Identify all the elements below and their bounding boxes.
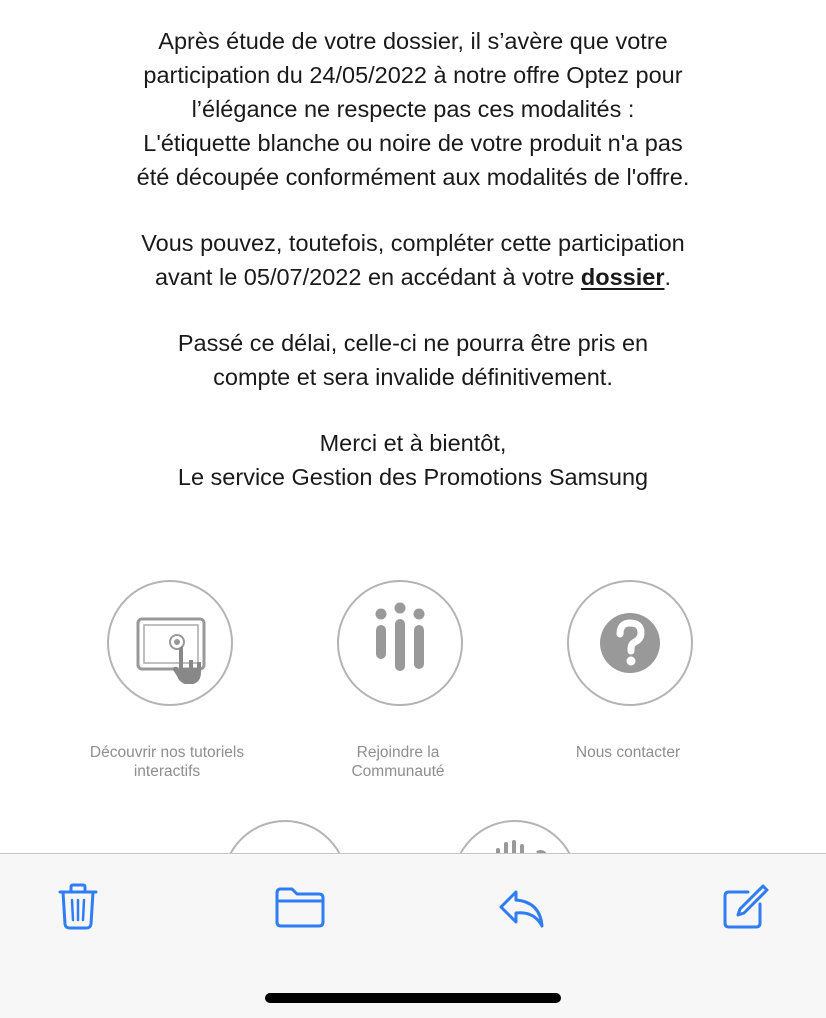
community-link-button[interactable] [337,580,463,706]
label-line: Communauté [351,763,445,780]
email-paragraph-deadline [0,326,826,394]
email-paragraph-rejection [0,24,826,194]
move-to-folder-button[interactable] [270,878,330,938]
email-text-line: Passé ce délai, celle-ci ne pourra être pris en [177,330,649,356]
email-text-line: compte et sera invalide définitivement. [213,364,613,390]
email-text-line: Après étude de votre dossier, il s’avère que votre [158,28,668,54]
email-text-fragment: avant le 05/07/2022 en accédant à votre [154,264,581,290]
email-text-line: été découpée conformément aux modalités de l'offre. [136,164,690,190]
signature-line: Merci et à bientôt, [319,430,507,456]
email-text-line: l’élégance ne respecte pas ces modalités : [191,96,635,122]
contact-link-label[interactable] [528,743,728,762]
contact-link-button[interactable] [567,580,693,706]
folder-icon [270,878,330,938]
email-text-line: Vous pouvez, toutefois, compléter cette participation [141,230,685,256]
delete-button[interactable] [48,878,108,938]
tablet-touch-icon [109,582,231,704]
tutorials-link-label[interactable] [67,743,267,781]
trash-icon [48,878,108,938]
help-question-icon [569,582,691,704]
label-line: Rejoindre la [356,744,440,761]
email-text-fragment: . [664,264,672,290]
dossier-link[interactable]: dossier [580,264,665,290]
community-icon [339,582,461,704]
email-signature [0,426,826,494]
compose-icon [714,878,774,938]
label-line: Nous contacter [575,744,681,761]
email-text-line-with-link [0,260,826,294]
signature-line: Le service Gestion des Promotions Samsung [177,464,649,490]
email-text-line: L'étiquette blanche ou noire de votre produit n'a pas [143,130,683,156]
reply-button[interactable] [492,878,552,938]
compose-button[interactable] [714,878,774,938]
home-indicator[interactable] [265,993,561,1003]
reply-icon [492,878,552,938]
community-link-label[interactable] [298,743,498,781]
label-line: interactifs [133,763,201,780]
email-text-line: participation du 24/05/2022 à notre offre Optez pour [143,62,683,88]
label-line: Découvrir nos tutoriels [89,744,245,761]
email-paragraph-complete [0,226,826,294]
tutorials-link-button[interactable] [107,580,233,706]
email-body [0,24,826,526]
